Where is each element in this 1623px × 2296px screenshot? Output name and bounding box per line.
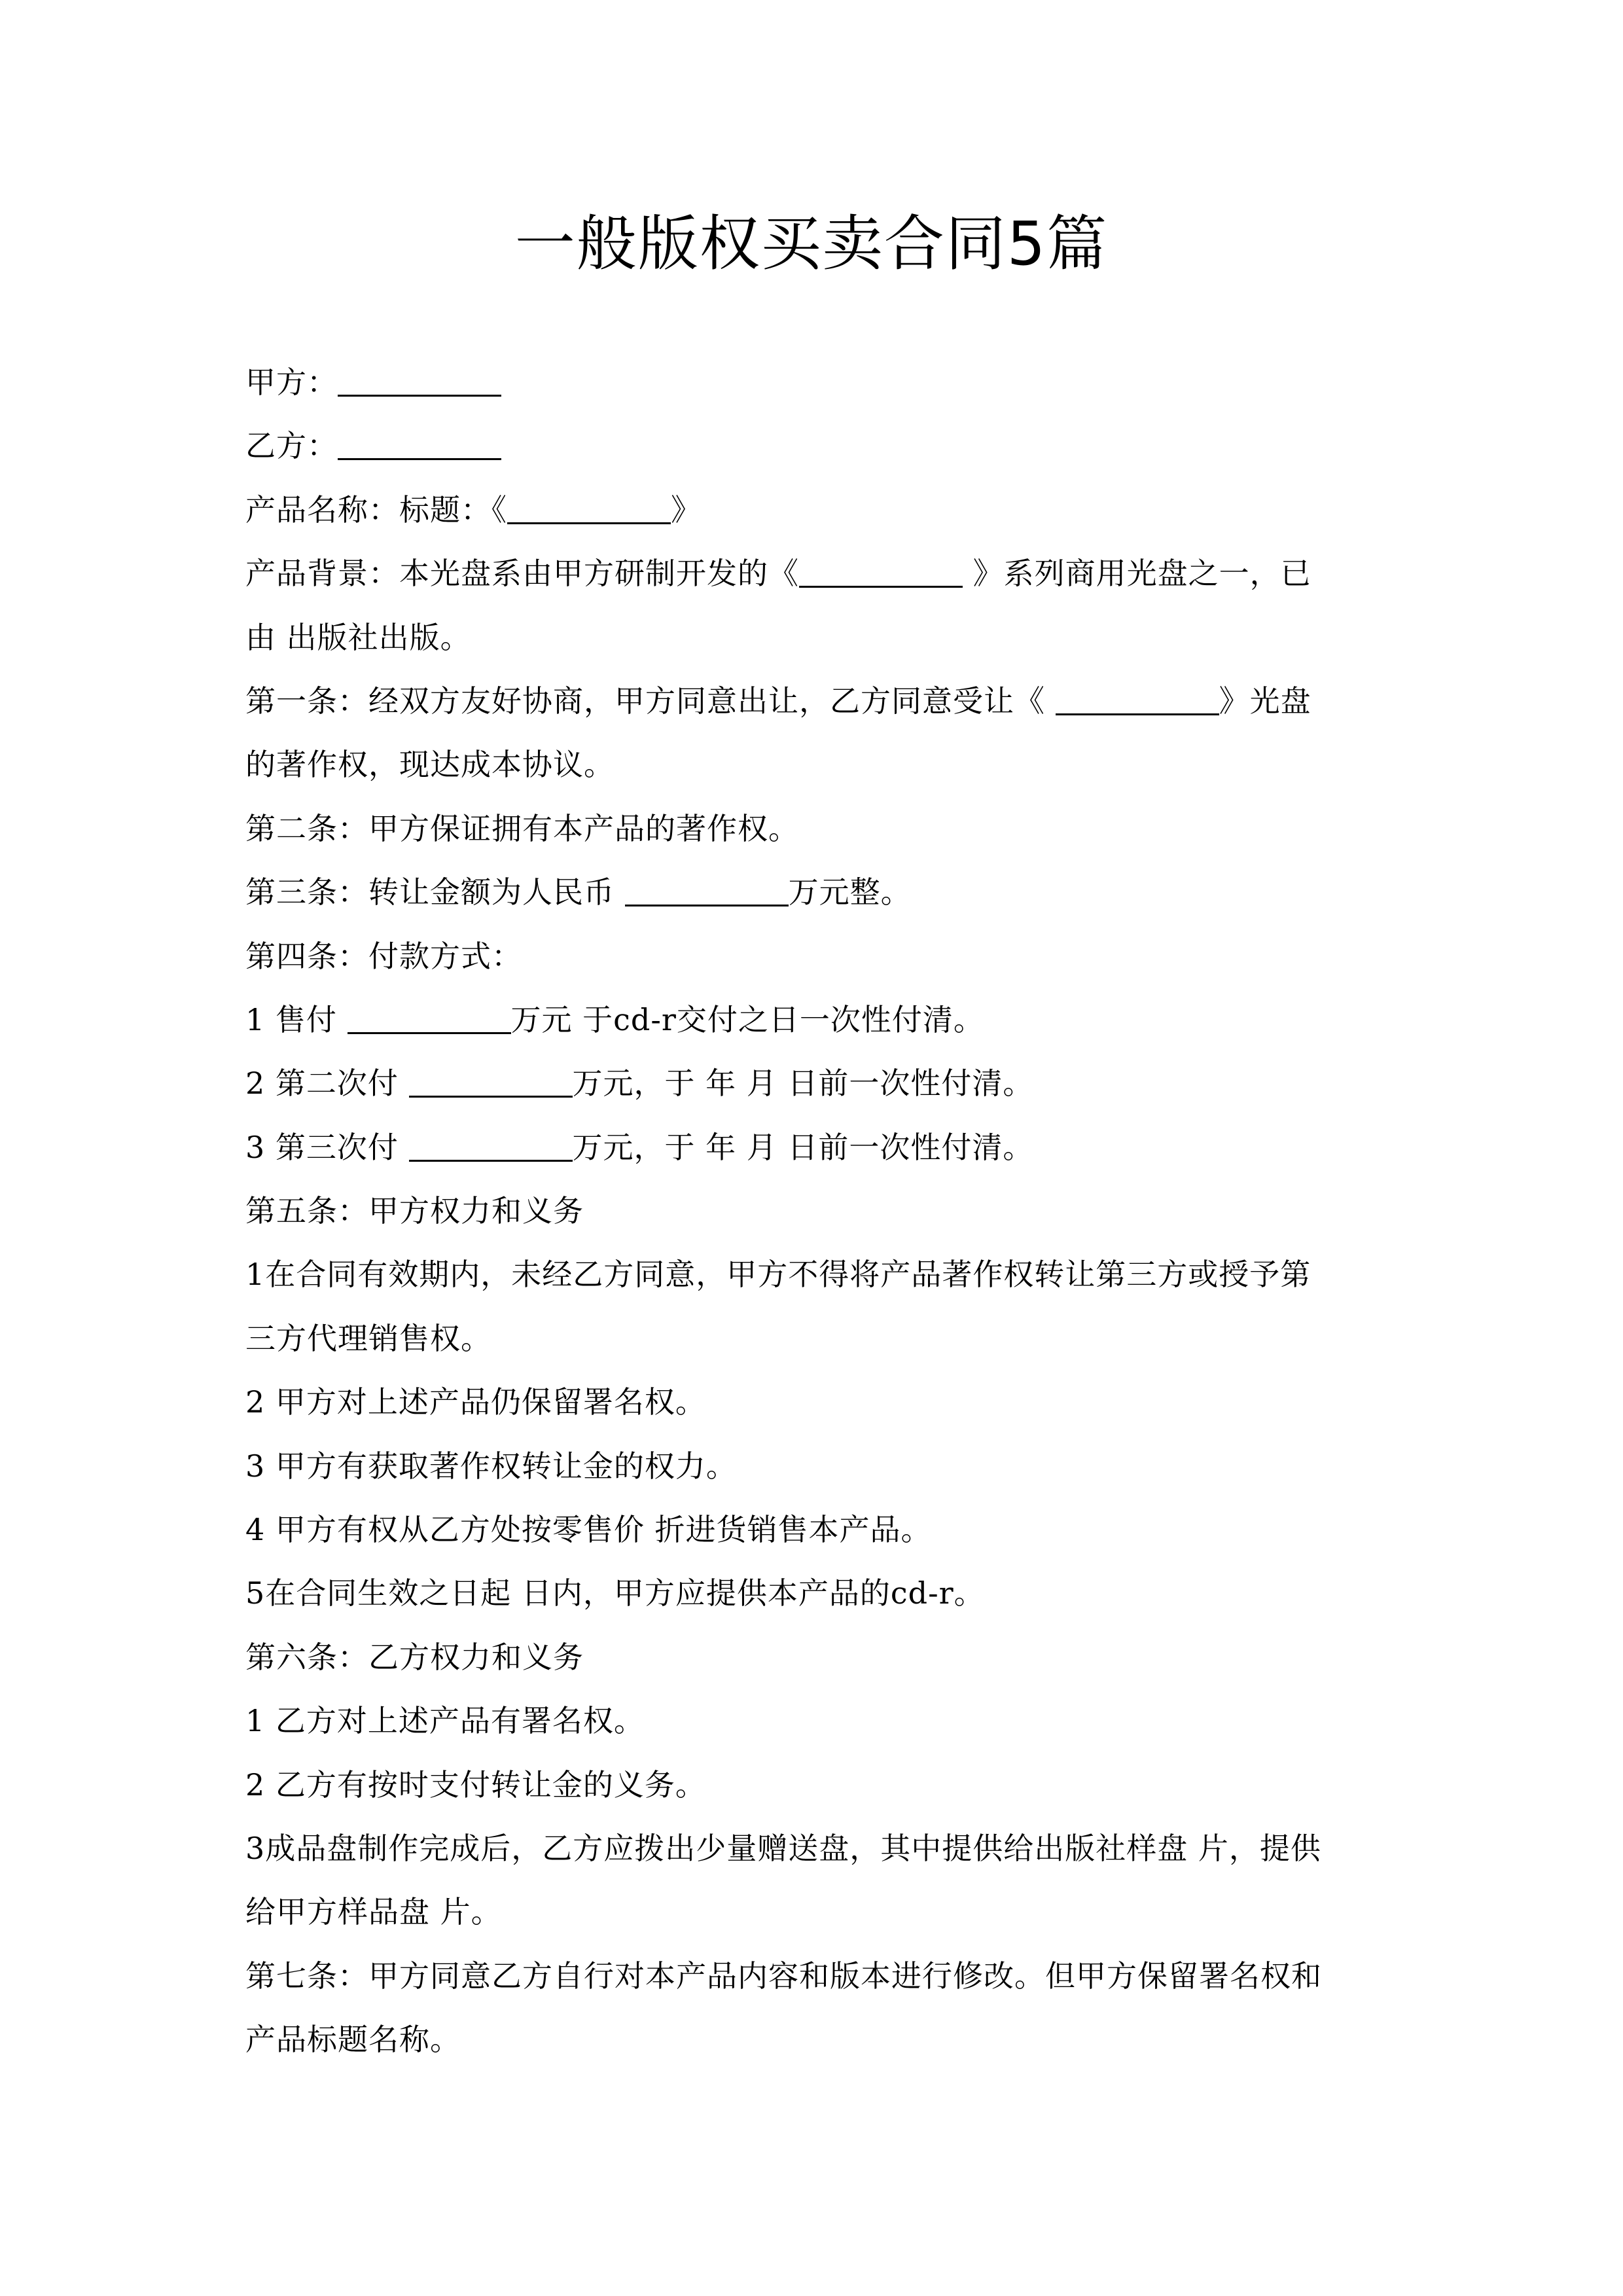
fill-blank: [507, 496, 671, 524]
line-text: 万元，于 年 月 日前一次性付清。: [572, 1066, 1034, 1102]
article-3-line: [245, 861, 1384, 924]
article-4-line: 第四条：付款方式：: [245, 938, 522, 974]
paragraph-line: 2 乙方有按时支付转让金的义务。: [245, 1767, 706, 1803]
line-text: 产品名称：标题：《: [245, 492, 507, 528]
payment-2-line: [245, 1052, 1384, 1115]
fill-blank: [1056, 687, 1219, 715]
line-text: 1 售付: [245, 1001, 348, 1037]
party-b-line: [245, 414, 1384, 478]
fill-blank: [409, 1134, 573, 1162]
line-text: 》系列商用光盘之一，已: [963, 556, 1311, 592]
line-text: 2 第二次付: [245, 1066, 409, 1102]
line-text: 第一条：经双方友好协商，甲方同意出让，乙方同意受让《: [245, 683, 1056, 719]
paragraph-line: 1在合同有效期内，未经乙方同意，甲方不得将产品著作权转让第三方或授予第: [245, 1257, 1311, 1293]
fill-blank: [409, 1069, 573, 1098]
party-a-line: [245, 351, 1384, 414]
article-6-line: 第六条：乙方权力和义务: [245, 1639, 584, 1675]
line-text: 第三条：转让金额为人民币: [245, 874, 625, 910]
paragraph-line: 给甲方样品盘 片。: [245, 1894, 502, 1930]
document-body: [245, 351, 1384, 2072]
line-text: 》: [671, 492, 702, 528]
payment-1-line: [245, 988, 1384, 1052]
paragraph-line: 2 甲方对上述产品仍保留署名权。: [245, 1384, 706, 1420]
article-5-line: 第五条：甲方权力和义务: [245, 1193, 584, 1229]
product-name-line: [245, 478, 1384, 542]
fill-blank: [348, 1006, 511, 1034]
paragraph-line: 4 甲方有权从乙方处按零售价 折进货销售本产品。: [245, 1512, 932, 1548]
line-text: 3 第三次付: [245, 1129, 409, 1165]
paragraph-line: 三方代理销售权。: [245, 1320, 491, 1356]
line-text: 万元整。: [788, 874, 912, 910]
fill-blank: [799, 560, 963, 588]
fill-blank: [625, 878, 789, 906]
paragraph-line: 产品标题名称。: [245, 2022, 461, 2058]
line-text: 产品背景：本光盘系由甲方研制开发的《: [245, 556, 799, 592]
product-background-line: [245, 542, 1384, 605]
paragraph-line: 5在合同生效之日起 日内，甲方应提供本产品的cd-r。: [245, 1575, 985, 1611]
paragraph-line: 的著作权，现达成本协议。: [245, 747, 615, 783]
line-text: 乙方：: [245, 428, 338, 464]
line-text: 万元，于 年 月 日前一次性付清。: [572, 1129, 1034, 1165]
paragraph-line: 3 甲方有获取著作权转让金的权力。: [245, 1448, 737, 1484]
payment-3-line: [245, 1116, 1384, 1179]
line-text: 万元 于cd-r交付之日一次性付清。: [510, 1001, 984, 1037]
line-text: 甲方：: [245, 365, 338, 400]
paragraph-line: 由 出版社出版。: [245, 619, 471, 655]
article-1-line: [245, 670, 1384, 733]
article-7-line: 第七条：甲方同意乙方自行对本产品内容和版本进行修改。但甲方保留署名权和: [245, 1958, 1322, 1994]
paragraph-line: 1 乙方对上述产品有署名权。: [245, 1703, 645, 1739]
line-text: 》光盘: [1219, 683, 1311, 719]
paragraph-line: 3成品盘制作完成后，乙方应拨出少量赠送盘，其中提供给出版社样盘 片，提供: [245, 1830, 1321, 1866]
fill-blank: [338, 368, 501, 397]
article-2-line: 第二条：甲方保证拥有本产品的著作权。: [245, 810, 799, 846]
fill-blank: [338, 432, 501, 460]
document-title: 一般版权买卖合同5篇: [514, 209, 1109, 279]
